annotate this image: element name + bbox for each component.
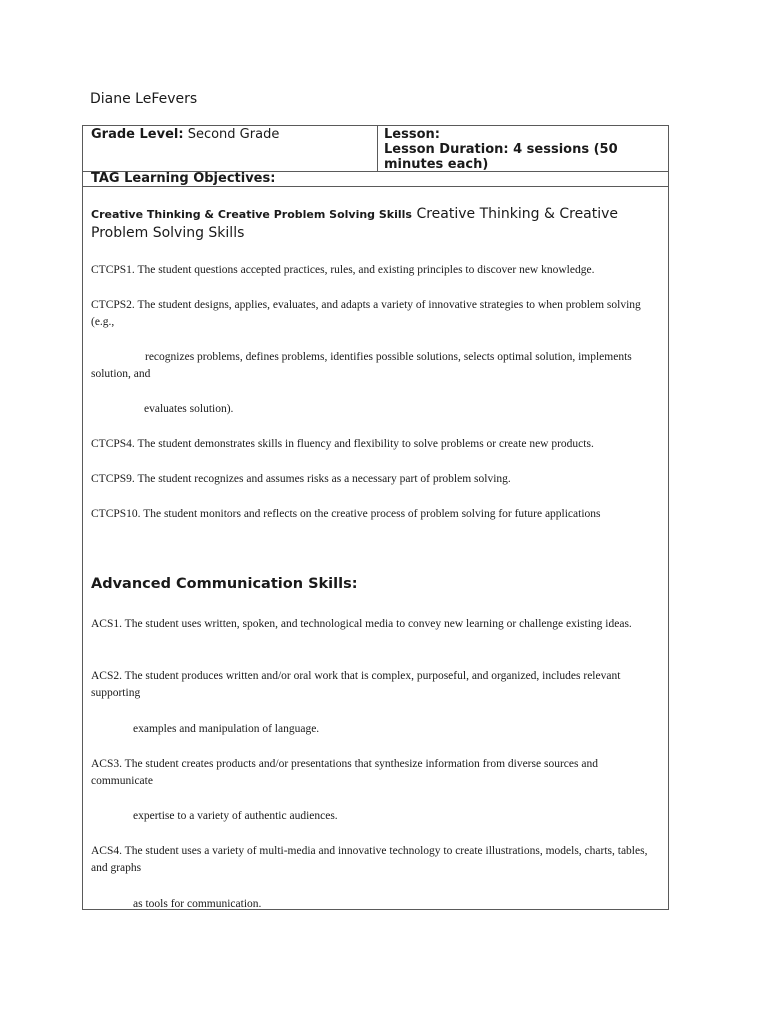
acs3-text: ACS3. The student creates products and/or presentations that synthesize information from diverse sources and communicate [91,758,598,787]
ctcps10-text: CTCPS10. The student monitors and reflects on the creative process of problem solving for future applications [91,508,601,520]
lesson-cell [378,126,674,171]
grade-level-cell [83,126,378,171]
ctcps9-text: CTCPS9. The student recognizes and assumes risks as a necessary part of problem solving. [91,473,511,485]
creative-heading-large: Creative Thinking & Creative Problem Solving Skills [91,206,619,241]
acs1-text: ACS1. The student uses written, spoken, and technological media to convey new learning or challenge existing ideas. [91,618,632,630]
acs2-text: ACS2. The student produces written and/or oral work that is complex, purposeful, and organized, includes relevant supporting [91,670,621,699]
creative-thinking-heading [91,205,662,243]
header-row [83,126,668,172]
lesson-label: Lesson: [384,127,440,142]
ctcps1-text: CTCPS1. The student questions accepted practices, rules, and existing principles to discover new knowledge. [91,264,595,276]
acs4-continuation: as tools for communication. [133,898,262,910]
ctcps2-continuation-2: evaluates solution). [144,403,234,415]
ctcps2-text: CTCPS2. The student designs, applies, evaluates, and adapts a variety of innovative strategies to when problem solving (e.g., [91,299,641,328]
acs4-text: ACS4. The student uses a variety of multi-media and innovative technology to create illustrations, models, charts, tables, and graphs [91,845,648,874]
author-name: Diane LeFevers [90,91,198,107]
grade-level-label: Grade Level: [91,127,184,142]
lesson-plan-table [82,125,669,910]
ctcps2-continuation-1: recognizes problems, defines problems, identifies possible solutions, selects optimal solution, implements solution, and [91,351,632,380]
lesson-duration: Lesson Duration: 4 sessions (50 minutes each) [384,142,618,172]
acs3-continuation: expertise to a variety of authentic audiences. [133,810,338,822]
tag-objectives-row: TAG Learning Objectives: [83,172,668,187]
ctcps4-text: CTCPS4. The student demonstrates skills in fluency and flexibility to solve problems or create new products. [91,438,594,450]
objectives-body [83,188,668,908]
grade-level-value: Second Grade [187,127,280,142]
acs2-continuation: examples and manipulation of language. [133,723,320,735]
creative-heading-small: Creative Thinking & Creative Problem Solving Skills [91,208,412,221]
advanced-communication-heading: Advanced Communication Skills: [91,576,358,592]
